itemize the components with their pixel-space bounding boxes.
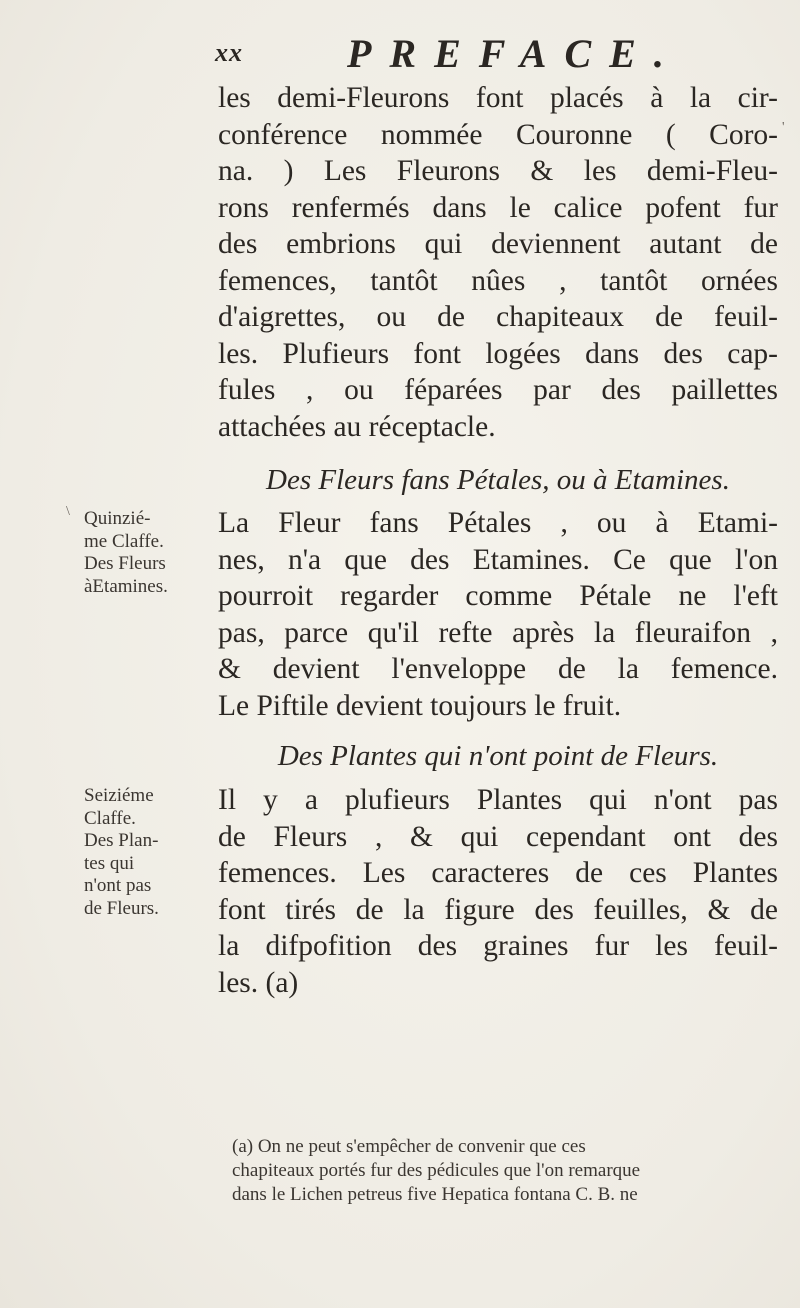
footnote-line: (a) On ne peut s'empêcher de convenir que ces — [232, 1136, 586, 1157]
running-head: PREFACE. — [347, 31, 682, 76]
text-line: femences. Les caracteres de ces Plantes — [218, 857, 778, 889]
page-number: xx — [215, 38, 243, 67]
paragraph-composites — [218, 80, 778, 445]
text-line: conférence nommée Couronne ( Coro- — [218, 118, 778, 151]
text-line: des embrions qui deviennent autant de — [218, 228, 778, 260]
paragraph-apetalous — [218, 505, 778, 724]
text-line: pas, parce qu'il refte après la fleuraifon , — [218, 616, 778, 649]
margin-line: Des Fleurs — [84, 553, 166, 574]
text-line: & devient l'enveloppe de la femence. — [218, 653, 778, 685]
margin-line: me Claffe. — [84, 530, 164, 552]
margin-line: n'ont pas — [84, 875, 152, 896]
margin-note-class-16 — [84, 785, 214, 920]
footnote — [232, 1135, 778, 1207]
text-line: les. Plufieurs font logées dans des cap- — [218, 337, 778, 370]
margin-tick-mark: ' — [782, 120, 785, 135]
text-line: Le Piftile devient toujours le fruit. — [218, 689, 622, 722]
page-header — [215, 30, 682, 78]
section-heading-apetalous: Des Fleurs fans Pétales, ou à Etamines. — [266, 464, 730, 496]
text-line: Il y a plufieurs Plantes qui n'ont pas — [218, 784, 778, 816]
margin-note-class-15 — [84, 508, 214, 598]
margin-line: àEtamines. — [84, 575, 168, 597]
text-line: nes, n'a que des Etamines. Ce que l'on — [218, 543, 778, 576]
margin-line: Des Plan- — [84, 830, 159, 851]
margin-tick-mark: \ — [66, 504, 70, 519]
text-line: La Fleur fans Pétales , ou à Etami- — [218, 507, 778, 539]
text-line: les. (a) — [218, 966, 299, 999]
margin-line: tes qui — [84, 852, 135, 874]
text-line: de Fleurs , & qui cependant ont des — [218, 820, 778, 853]
text-line: font tirés de la figure des feuilles, & de — [218, 893, 778, 926]
text-line: attachées au réceptacle. — [218, 410, 496, 443]
footnote-line: chapiteaux portés fur des pédicules que l'on remarque — [232, 1160, 641, 1181]
text-line: la difpofition des graines fur les feuil- — [218, 930, 778, 962]
margin-line: de Fleurs. — [84, 897, 159, 919]
paragraph-flowerless — [218, 782, 778, 1001]
text-line: na. ) Les Fleurons & les demi-Fleu- — [218, 155, 778, 187]
text-line: rons renfermés dans le calice pofent fur — [218, 191, 778, 224]
footnote-line: dans le Lichen petreus five Hepatica fontana C. B. ne — [232, 1184, 638, 1205]
section-heading-flowerless: Des Plantes qui n'ont point de Fleurs. — [277, 740, 719, 772]
text-line: fules , ou féparées par des paillettes — [218, 374, 778, 406]
text-line: pourroit regarder comme Pétale ne l'eft — [218, 580, 778, 612]
text-line: les demi-Fleurons font placés à la cir- — [218, 82, 778, 114]
margin-line: Claffe. — [84, 807, 136, 829]
text-line: d'aigrettes, ou de chapiteaux de feuil- — [218, 301, 778, 333]
text-line: femences, tantôt nûes , tantôt ornées — [218, 264, 778, 297]
margin-line: Quinzié- — [84, 508, 151, 529]
margin-line: Seiziéme — [84, 785, 154, 806]
